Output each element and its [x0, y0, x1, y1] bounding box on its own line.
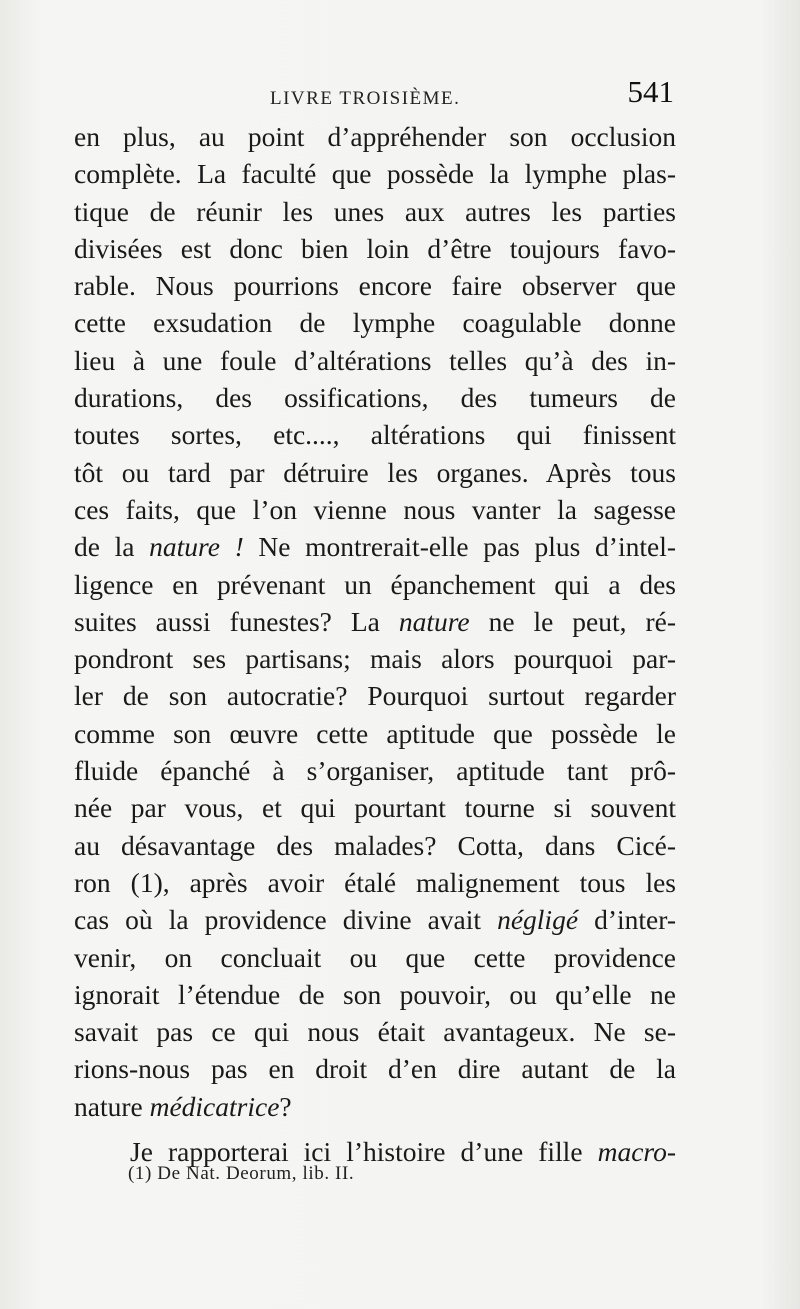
text-segment: née par vous, et qui pourtant tourne si souvent [74, 792, 676, 824]
text-line [74, 677, 676, 714]
text-line [74, 939, 676, 976]
italic-text: négligé [497, 904, 579, 936]
text-segment: Je rapporterai ici l’histoire d’une fille [130, 1136, 598, 1168]
text-segment: pondront ses partisans; mais alors pourquoi par- [74, 643, 676, 675]
text-segment: lieu à une foule d’altérations telles qu’à des in- [74, 344, 676, 376]
text-line [74, 603, 676, 640]
text-segment: Ne montrerait-elle pas plus d’intel- [243, 531, 676, 563]
text-segment: ler de son autocratie? Pourquoi surtout regarder [74, 680, 676, 712]
text-segment: ligence en prévenant un épanchement qui a des [74, 568, 676, 600]
text-line [74, 528, 676, 565]
italic-text: nature ! [149, 531, 244, 563]
text-segment: cas où la providence divine avait [74, 904, 498, 936]
text-line [74, 155, 676, 192]
italic-text: macro- [597, 1136, 676, 1168]
text-line [74, 789, 676, 826]
text-line [74, 1013, 676, 1050]
page-header [74, 72, 674, 116]
text-segment: venir, on concluait ou que cette providence [74, 941, 676, 973]
text-segment: d’inter- [578, 904, 676, 936]
italic-text: médicatrice [149, 1090, 280, 1122]
text-segment: toutes sortes, etc...., altérations qui finissent [74, 419, 676, 451]
text-line [74, 715, 676, 752]
text-segment: suites aussi funestes? La [74, 605, 399, 637]
text-segment: fluide épanché à s’organiser, aptitude tant prô- [74, 755, 676, 787]
text-line [74, 1050, 676, 1087]
text-segment: comme son œuvre cette aptitude que possède le [74, 717, 676, 749]
text-segment: complète. La faculté que possède la lymphe plas- [74, 158, 676, 190]
text-segment: nature [74, 1090, 150, 1122]
text-line [74, 342, 676, 379]
text-line [74, 1088, 676, 1125]
text-segment: ces faits, que l’on vienne nous vanter la sagesse [74, 493, 676, 525]
text-segment: cette exsudation de lymphe coagulable donne [74, 307, 676, 339]
text-line [74, 640, 676, 677]
text-line [74, 230, 676, 267]
text-segment: savait pas ce qui nous était avantageux. Ne se- [74, 1016, 676, 1048]
text-segment: rable. Nous pourrions encore faire observer que [74, 270, 676, 302]
text-segment: ron (1), après avoir étalé malignement tous les [74, 866, 676, 898]
text-line [74, 304, 676, 341]
text-line [74, 193, 676, 230]
text-segment: en plus, au point d’appréhender son occlusion [74, 121, 676, 152]
page-number: 541 [627, 74, 674, 109]
text-segment: au désavantage des malades? Cotta, dans Cicé- [74, 829, 676, 861]
text-segment: tôt ou tard par détruire les organes. Après tous [74, 456, 676, 488]
text-segment: ? [279, 1090, 292, 1122]
text-line [74, 267, 676, 304]
text-line [74, 976, 676, 1013]
text-segment: de la [74, 531, 150, 563]
text-line [74, 118, 676, 155]
text-line [74, 827, 676, 864]
text-line [74, 491, 676, 528]
text-line [74, 752, 676, 789]
footnote: (1) De Nat. Deorum, lib. II. [128, 1163, 355, 1184]
text-segment: rions-nous pas en droit d’en dire autant de la [74, 1053, 676, 1085]
body-text [74, 118, 676, 1170]
italic-text: nature [398, 605, 470, 637]
text-line [74, 864, 676, 901]
text-segment: ne le peut, ré- [469, 605, 677, 637]
text-line [74, 416, 676, 453]
text-line [74, 901, 676, 938]
running-head: LIVRE TROISIÈME. [270, 88, 461, 109]
text-line [74, 379, 676, 416]
text-segment: durations, des ossifications, des tumeurs de [74, 382, 676, 414]
text-segment: ignorait l’étendue de son pouvoir, ou qu’elle ne [74, 978, 676, 1010]
text-segment: tique de réunir les unes aux autres les parties [74, 195, 676, 227]
text-line [74, 566, 676, 603]
text-segment: divisées est donc bien loin d’être toujours favo- [74, 232, 676, 264]
text-line [74, 454, 676, 491]
